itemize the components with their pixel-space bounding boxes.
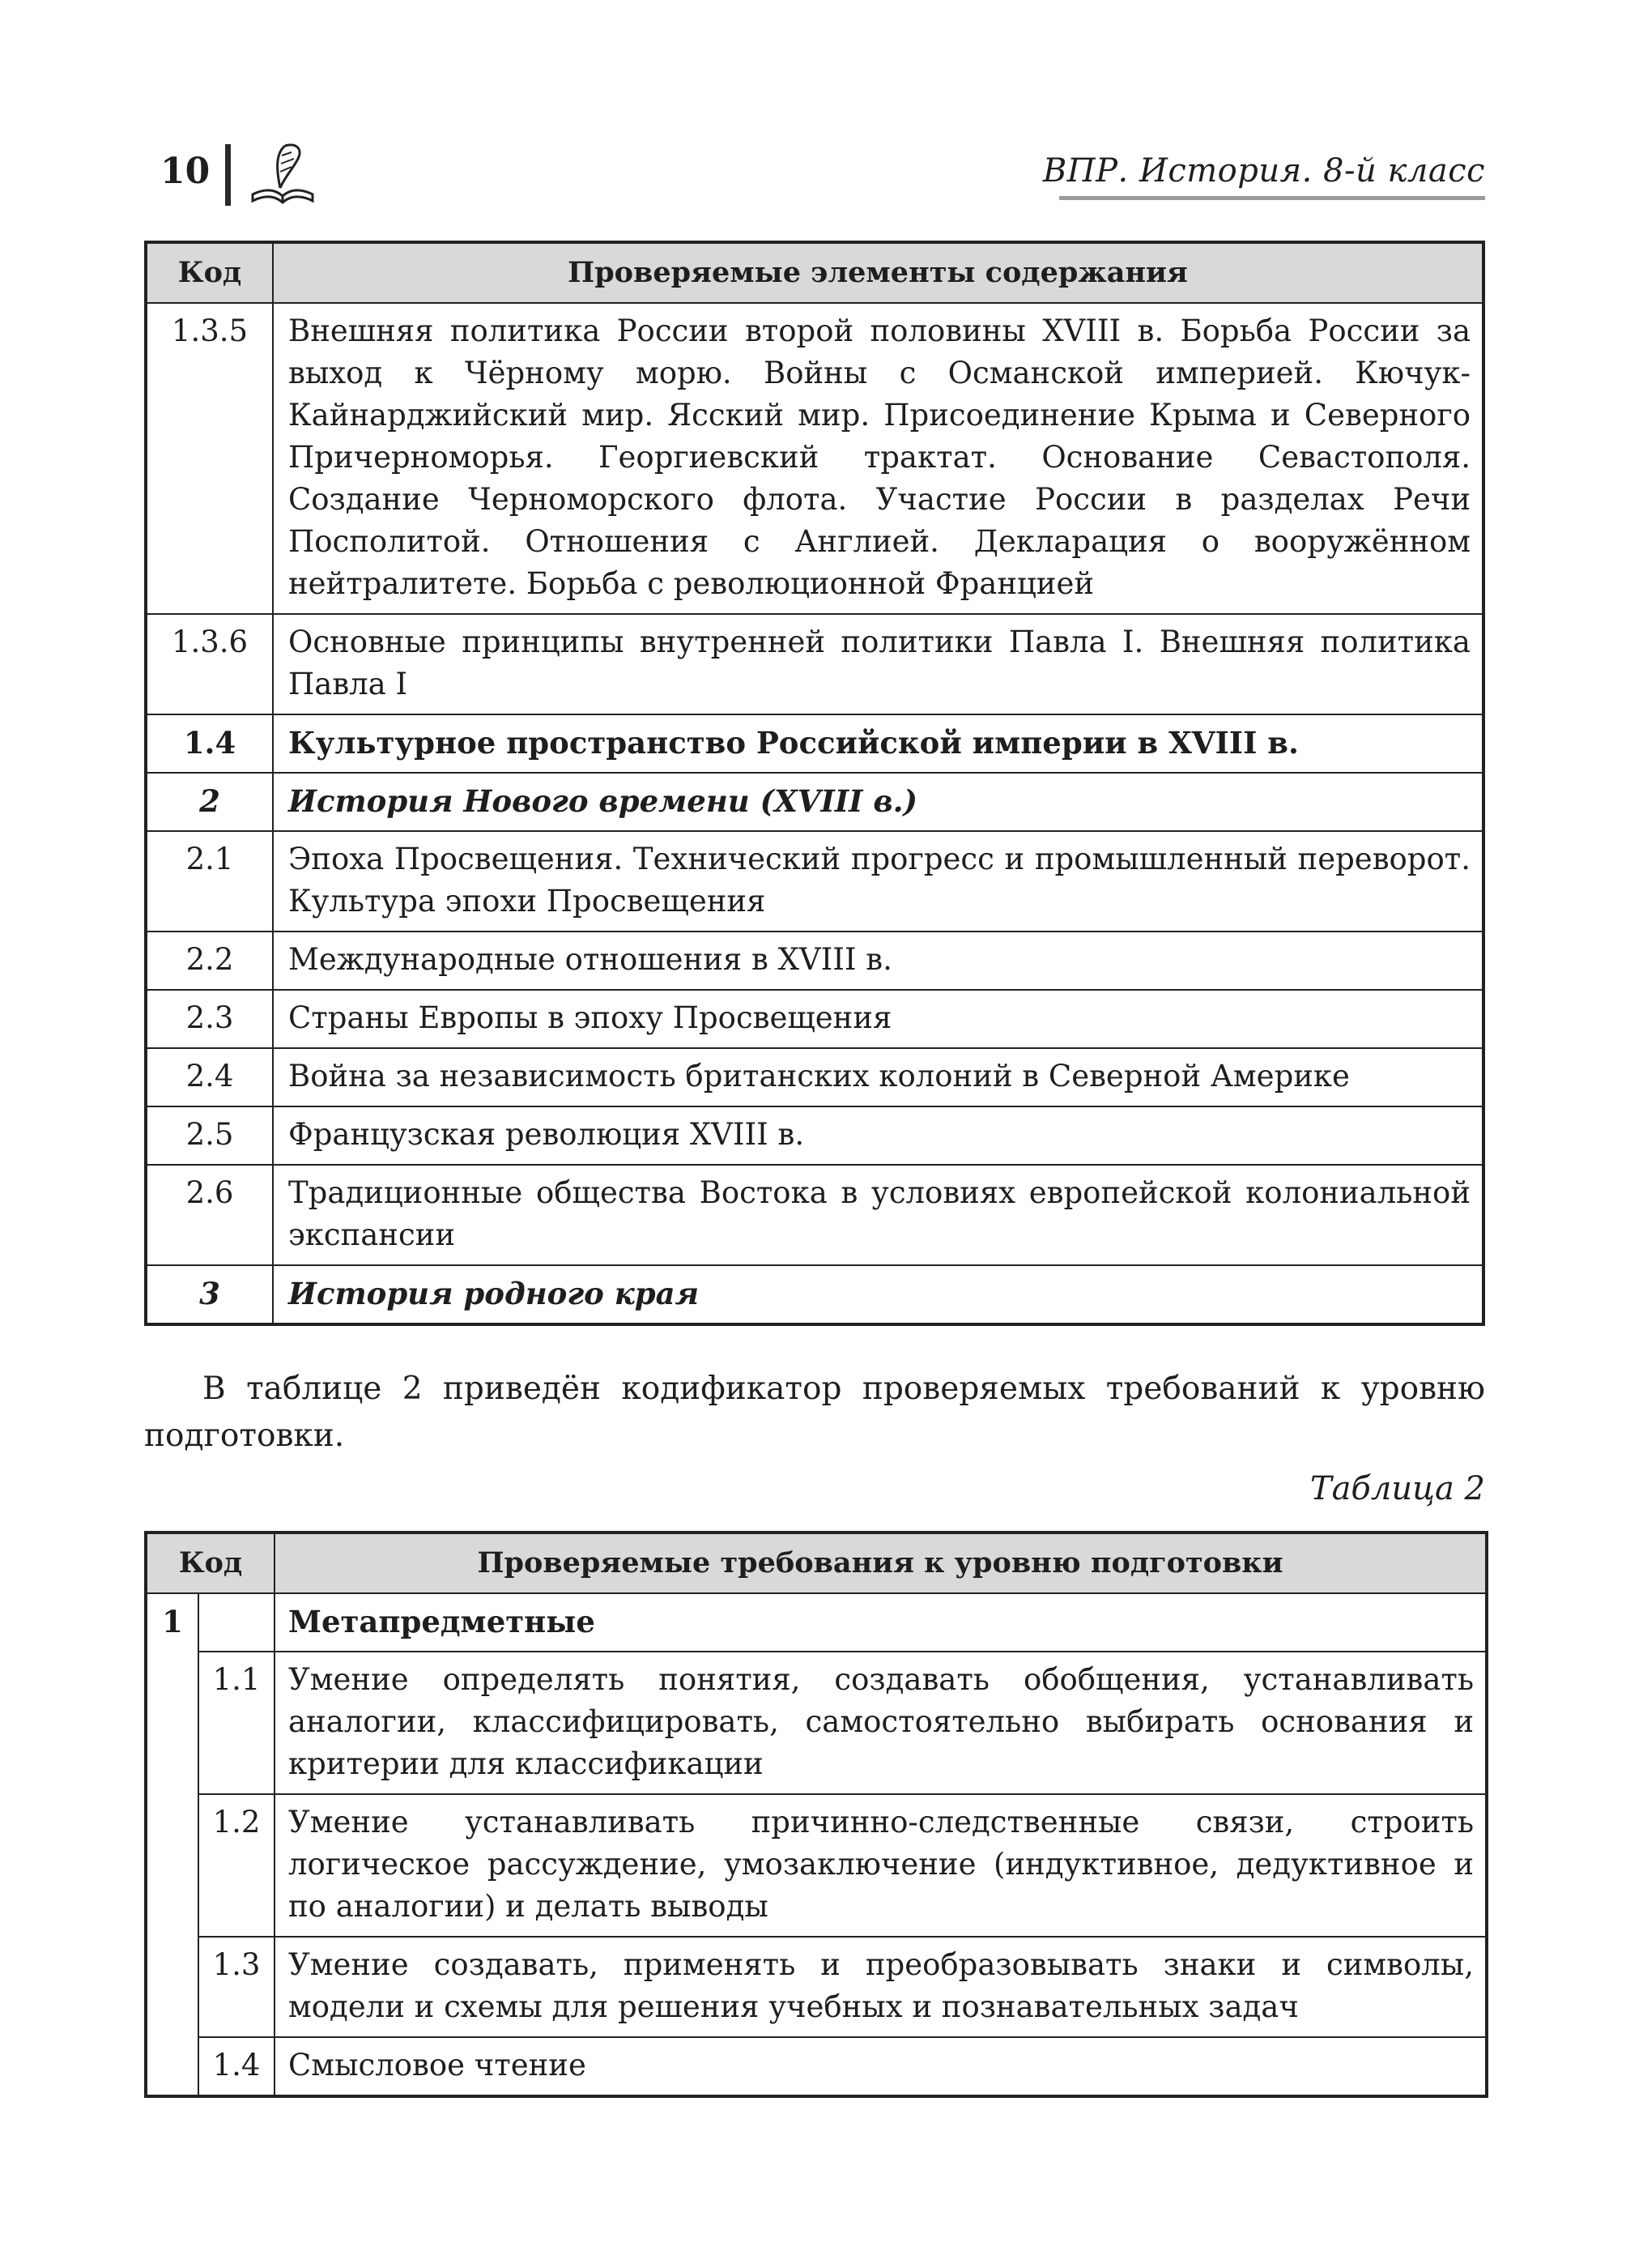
elements-column-header: Проверяемые элементы содержания <box>273 242 1483 303</box>
table-row <box>146 614 1483 714</box>
header-divider <box>225 144 231 206</box>
row-code: 2.6 <box>146 1165 273 1265</box>
row-text: История родного края <box>273 1265 1483 1324</box>
table-row <box>146 932 1483 990</box>
table-row <box>146 1265 1483 1324</box>
row-code: 1.4 <box>198 2037 275 2096</box>
row-code: 2.3 <box>146 990 273 1048</box>
row-text: Основные принципы внутренней политики Павла I. Внешняя политика Павла I <box>273 614 1483 714</box>
running-title: ВПР. История. 8-й класс <box>1042 152 1485 190</box>
requirements-column-header: Проверяемые требования к уровню подготовки <box>275 1533 1487 1593</box>
table-row <box>146 831 1483 932</box>
group-code: 1 <box>146 1593 198 1652</box>
table-group-row <box>146 1593 1487 1652</box>
table-row <box>146 1165 1483 1265</box>
group-span-cell <box>146 2037 198 2096</box>
group-span-cell <box>146 1937 198 2037</box>
row-code: 2.5 <box>146 1106 273 1165</box>
row-text: Умение создавать, применять и преобразовывать знаки и символы, модели и схемы для решения учебных и познавательных задач <box>275 1937 1487 2037</box>
table-row <box>146 714 1483 773</box>
row-code: 1.3 <box>198 1937 275 2037</box>
group-span-cell <box>146 1794 198 1937</box>
row-code: 1.2 <box>198 1794 275 1937</box>
row-text: Французская революция XVIII в. <box>273 1106 1483 1165</box>
table-caption: Таблица 2 <box>1309 1470 1485 1507</box>
quill-book-icon <box>249 141 316 206</box>
table-row <box>146 1937 1487 2037</box>
table-row <box>146 773 1483 831</box>
table-row <box>146 2037 1487 2096</box>
row-text: Умение устанавливать причинно-следственные связи, строить логическое рассуждение, умозаключение (индуктивное, дедуктивное и по аналогии) и делать выводы <box>275 1794 1487 1937</box>
row-code: 1.1 <box>198 1652 275 1794</box>
content-elements-table <box>144 241 1485 1326</box>
row-text: Традиционные общества Востока в условиях европейской колониальной экспансии <box>273 1165 1483 1265</box>
header-rule <box>1059 196 1485 200</box>
code-column-header: Код <box>146 1533 275 1593</box>
row-text: Страны Европы в эпоху Просвещения <box>273 990 1483 1048</box>
table-row <box>146 1106 1483 1165</box>
row-code: 2 <box>146 773 273 831</box>
page-number: 10 <box>160 151 211 192</box>
row-code: 1.4 <box>146 714 273 773</box>
table-header-row <box>146 242 1483 303</box>
group-span-cell <box>146 1652 198 1794</box>
row-text: Международные отношения в XVIII в. <box>273 932 1483 990</box>
row-code: 2.4 <box>146 1048 273 1106</box>
row-code: 1.3.5 <box>146 303 273 614</box>
table-header-row <box>146 1533 1487 1593</box>
table-row <box>146 1652 1487 1794</box>
code-column-header: Код <box>146 242 273 303</box>
table-row <box>146 1048 1483 1106</box>
row-text: Внешняя политика России второй половины XVIII в. Борьба России за выход к Чёрному морю. Войны с Османской империей. Кючук-Кайнарджийский мир. Ясский мир. Присоединение Крыма и Северного Причерноморья. Георгиевский трактат. Основание Севастополя. Создание Черноморского флота. Участие России в разделах Речи Посполитой. Отношения с Англией. Декларация о вооружённом нейтралитете. Борьба с революционной Францией <box>273 303 1483 614</box>
row-code: 2.1 <box>146 831 273 932</box>
row-text: Эпоха Просвещения. Технический прогресс и промышленный переворот. Культура эпохи Просвещения <box>273 831 1483 932</box>
requirements-table <box>144 1531 1488 2098</box>
row-code: 1.3.6 <box>146 614 273 714</box>
body-paragraph: В таблице 2 приведён кодификатор проверяемых требований к уровню подготовки. <box>144 1371 1485 1454</box>
table-row <box>146 1794 1487 1937</box>
table-row <box>146 990 1483 1048</box>
row-text: Умение определять понятия, создавать обобщения, устанавливать аналогии, классифицировать, самостоятельно выбирать основания и критерии для классификации <box>275 1652 1487 1794</box>
table-row <box>146 303 1483 614</box>
row-code: 2.2 <box>146 932 273 990</box>
row-code: 3 <box>146 1265 273 1324</box>
page-header <box>144 130 1485 207</box>
row-text: Война за независимость британских колоний в Северной Америке <box>273 1048 1483 1106</box>
row-text: Культурное пространство Российской империи в XVIII в. <box>273 714 1483 773</box>
row-text: История Нового времени (XVIII в.) <box>273 773 1483 831</box>
empty-cell <box>198 1593 275 1652</box>
group-label: Метапредметные <box>275 1593 1487 1652</box>
row-text: Смысловое чтение <box>275 2037 1487 2096</box>
